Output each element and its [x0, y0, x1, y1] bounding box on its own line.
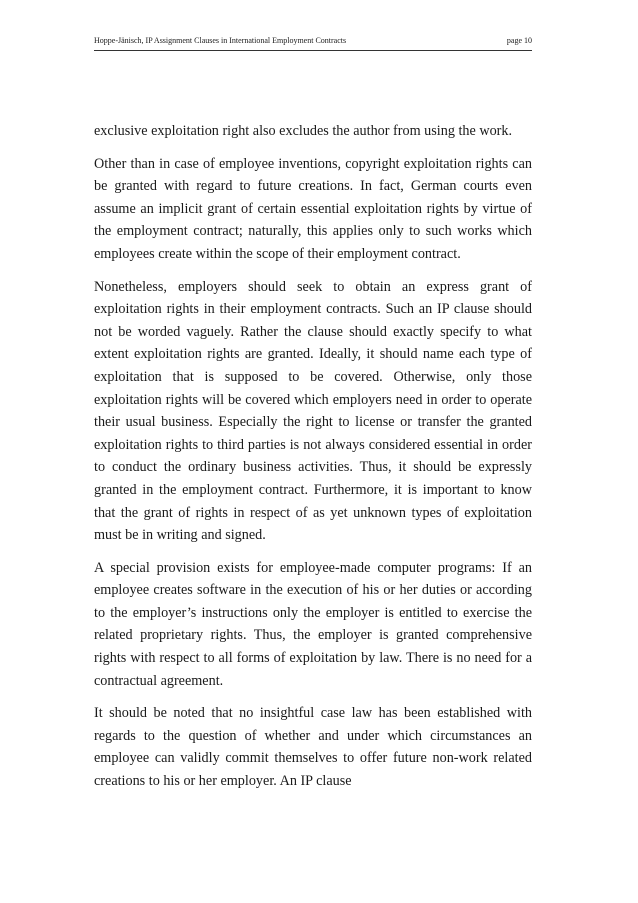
paragraph: Nonetheless, employers should seek to obtain an express grant of exploitation rights in their employment contracts. Such an IP clause should not be worded vaguely. Rather the clause should exactly specify to what extent exploitation rights are granted. Ideally, it should name each type of exploitation that is supposed to be covered. Otherwise, only those exploitation rights will be covered which employers need in order to operate their usual business. Especially the right to license or transfer the granted exploitation rights to third parties is not always considered essential in order to conduct the ordinary business activities. Thus, it should be expressly granted in the employment contract. Furthermore, it is important to know that the grant of rights in respect of as yet unknown types of exploitation must be in writing and signed.	[94, 278, 532, 544]
paragraph: exclusive exploitation right also excludes the author from using the work.	[94, 123, 513, 139]
header-title: Hoppe-Jänisch, IP Assignment Clauses in International Employment Contracts	[94, 36, 347, 45]
paragraph: It should be noted that no insightful case law has been established with regards to the question of whether and under which circumstances an employee can validly commit themselves to offer future non-work related creations to his or her employer. An IP clause	[94, 705, 532, 790]
paragraph: Other than in case of employee inventions, copyright exploitation rights can be granted with regard to future creations. In fact, German courts even assume an implicit grant of certain essential exploitation rights by virtue of the employment contract; naturally, this applies only to such works which employees create within the scope of their employment contract.	[94, 155, 532, 262]
page-header	[94, 35, 532, 51]
body-text	[94, 120, 532, 803]
page-number: page 10	[506, 36, 532, 45]
paragraph: A special provision exists for employee-made computer programs: If an employee creates software in the execution of his or her duties or according to the employer’s instructions only the employer is entitled to exercise the related proprietary rights. Thus, the employer is granted comprehensive rights with respect to all forms of exploitation by law. There is no need for a contractual agreement.	[94, 559, 532, 689]
